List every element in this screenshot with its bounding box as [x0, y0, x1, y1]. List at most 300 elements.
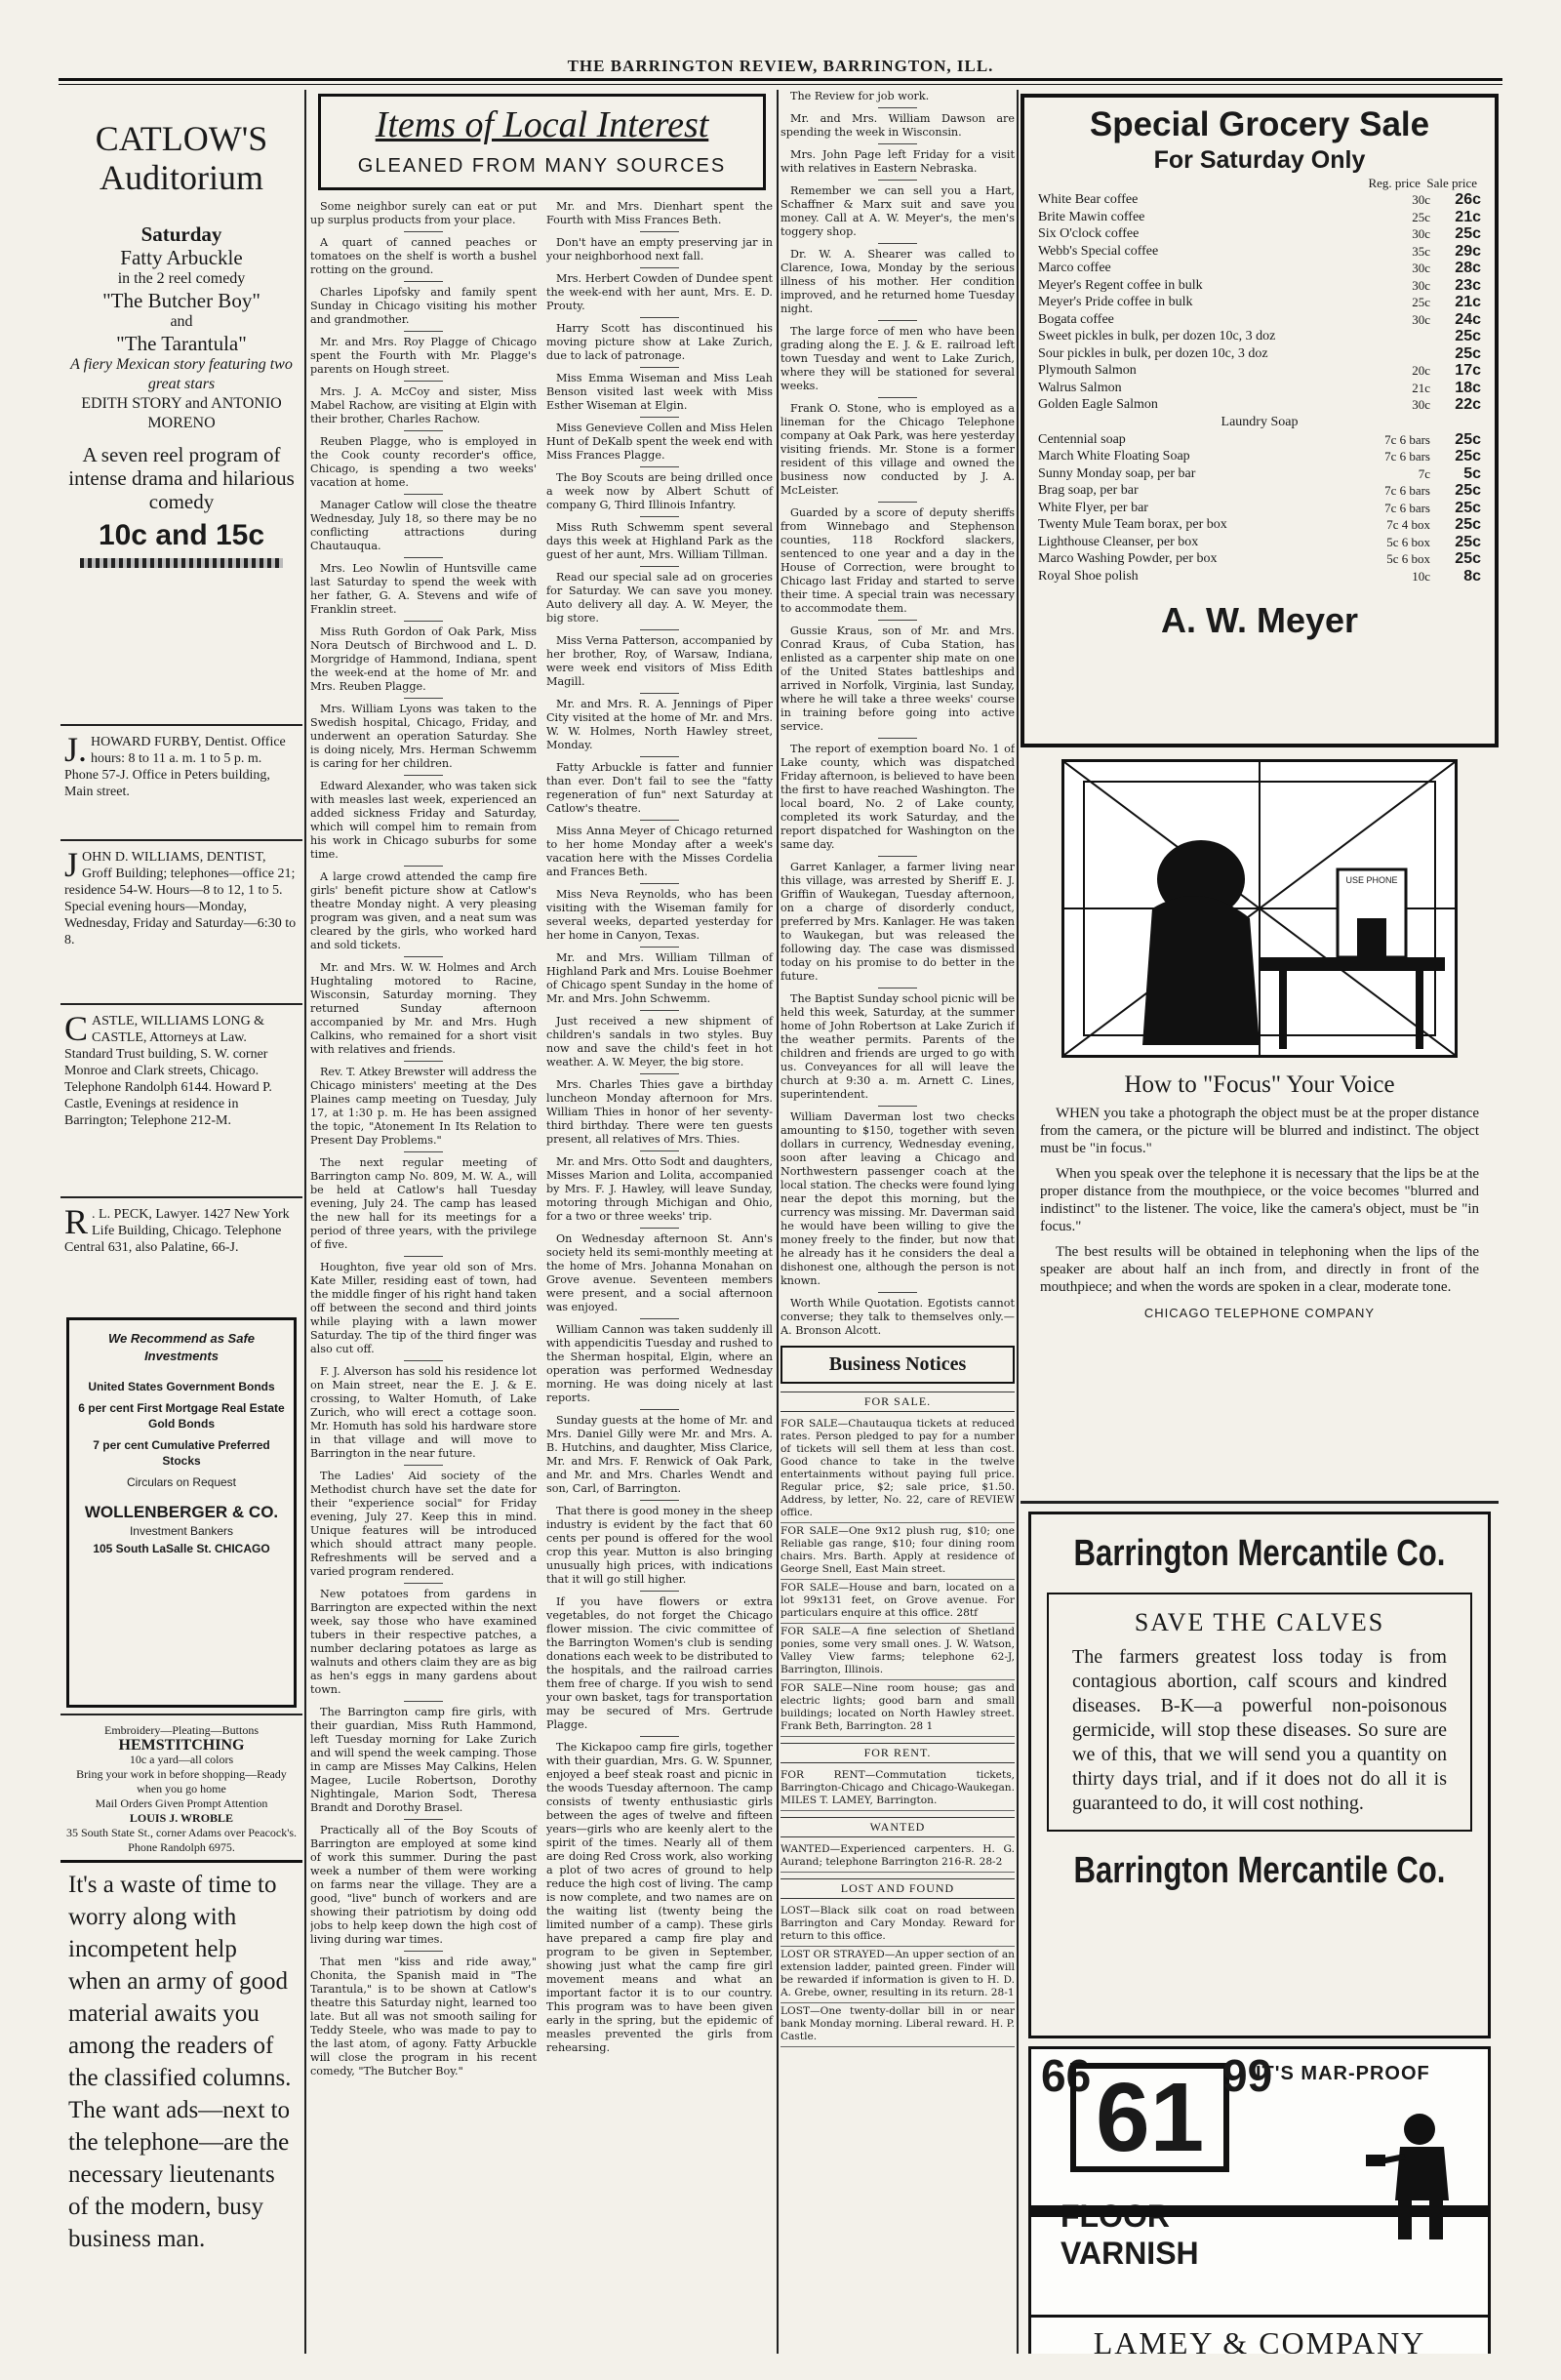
- news-item: Mrs. John Page left Friday for a visit with relatives in Eastern Nebraska.: [780, 148, 1015, 175]
- investments-head: We Recommend as Safe Investments: [107, 1331, 256, 1363]
- price-row: [1038, 362, 1481, 380]
- news-item: Mrs. Herbert Cowden of Dundee spent the week-end with her aunt, Mrs. E. D. Prouty.: [546, 272, 773, 312]
- mercantile-ad: [1028, 1512, 1491, 2038]
- hemstitch-title: HEMSTITCHING: [118, 1737, 245, 1754]
- price-row: [1038, 225, 1481, 243]
- item-separator: [404, 430, 443, 431]
- item-separator: [404, 281, 443, 282]
- drop-cap: J: [64, 845, 79, 884]
- focus-body: [1021, 1105, 1499, 1296]
- news-item: Mrs. Leo Nowlin of Huntsville came last Saturday to spend the week with her father, G. A. Stevens and wife of Franklin street.: [310, 562, 537, 616]
- investment-item: 7 per cent Cumulative Preferred Stocks: [93, 1438, 270, 1468]
- news-item: Mrs. J. A. McCoy and sister, Miss Mabel Rachow, are visiting at Elgin with their brother, Charles Rachow.: [310, 385, 537, 425]
- column-divider: [1017, 90, 1019, 2354]
- classified-ad: FOR SALE—Chautauqua tickets at reduced rates. Person pledged to pay for a number of tickets will sell them at less than cost. Good chance to take in the twelve entertainments without paying full price. Regular price, $2; sale price, $1.50. Address, by letter, No. 22, care of REVIEW office.: [780, 1416, 1015, 1523]
- focus-paragraph: WHEN you take a photograph the object must be at the proper distance from the camera, or the picture will be blurred and indistinct. The object must be "in focus.": [1040, 1106, 1479, 1156]
- price-row: [1038, 534, 1481, 551]
- price-row: [1038, 465, 1481, 483]
- mercantile-name: Barrington Mercantile Co.: [1073, 1533, 1446, 1574]
- price-bar: [80, 558, 283, 568]
- news-item: The Barrington camp fire girls, with their guardian, Miss Ruth Hammond, left Tuesday morning for Lake Zurich and will spend the week camping. Those in camp are Misses May Calkins, Helen Magee, Lucile Robertson, Dorothy Nightingale, Marion Sodt, Theresa Brandt and Dorothy Brasel.: [310, 1706, 537, 1814]
- price-reg: 30c: [1412, 311, 1430, 327]
- mercantile-head: SAVE THE CALVES: [1134, 1608, 1385, 1636]
- price-row: [1038, 294, 1481, 311]
- item-separator: [878, 320, 917, 321]
- mercantile-name: Barrington Mercantile Co.: [1073, 1850, 1446, 1891]
- news-item: Remember we can sell you a Hart, Schaffner & Marx suit and save you money. Call at A. W. Meyer's, the men's toggery shop.: [780, 184, 1015, 238]
- item-separator: [404, 1701, 443, 1702]
- price-reg: 10c: [1412, 568, 1430, 584]
- column-divider: [777, 90, 779, 2354]
- news-item: The Ladies' Aid society of the Methodist church have set the date for their "experience social" for Friday evening, July 27. Keep this in mind. Unique features will be introduced which should attract many people. Refreshments will be served and a varied program rendered.: [310, 1470, 537, 1578]
- item-separator: [640, 367, 679, 368]
- item-separator: [640, 466, 679, 467]
- news-item: Miss Verna Patterson, accompanied by her brother, Roy, of Warsaw, Indiana, were week end visitors of Miss Edith Magill.: [546, 634, 773, 688]
- mercantile-text: The farmers greatest loss today is from contagious abortion, calf scours and kindred diseases. B-K—a powerful non-poisonous germicide, will stop these diseases. So sure are we of this, that we will send you a quantity on thirty days trial, and if it does not do all it is guaranteed to do, it will cost nothing.: [1072, 1646, 1447, 1814]
- item-separator: [640, 516, 679, 517]
- news-item: The Baptist Sunday school picnic will be held this week, Saturday, at the summer home of John Robertson at Lake Zurich if the weather permits. Parents of the children and friends are urged to go with us. Conveyances for all will leave the church at 9:30 a. m. Arnett C. Lines, superintendent.: [780, 992, 1015, 1101]
- investments-firm-sub: Investment Bankers: [129, 1524, 234, 1538]
- news-items: [780, 90, 1015, 1338]
- price-row: [1038, 431, 1481, 449]
- classified-ad: FOR SALE—Nine room house; gas and electric lights; good barn and small buildings; located on North Hawley street. Frank Beth, Barrington. 28 1: [780, 1680, 1015, 1737]
- price-name: Bogata coffee: [1038, 311, 1114, 327]
- item-separator: [640, 1010, 679, 1011]
- classified-ad: FOR SALE—House and barn, located on a lot 99x131 feet, on Grove avenue. For particulars enquire at this office. 28tf: [780, 1580, 1015, 1624]
- price-name: Centennial soap: [1038, 431, 1126, 447]
- price-row: [1038, 209, 1481, 226]
- business-card: [60, 839, 302, 1003]
- focus-title: How to "Focus" Your Voice: [1124, 1071, 1395, 1098]
- business-card: [60, 724, 302, 839]
- news-item: Mr. and Mrs. Dienhart spent the Fourth with Miss Frances Beth.: [546, 200, 773, 226]
- item-separator: [640, 1073, 679, 1074]
- card-text: . L. PECK, Lawyer. 1427 New York Life Building, Chicago. Telephone Central 631, also Palatine, 66-J.: [64, 1207, 290, 1255]
- investment-item: United States Government Bonds: [88, 1380, 275, 1393]
- news-item: Dr. W. A. Shearer was called to Clarence, Iowa, Monday by the serious illness of his mother. Her condition improved, and he returned home Tuesday night.: [780, 248, 1015, 315]
- news-item: Mrs. William Lyons was taken to the Swedish hospital, Chicago, Friday, and underwent an operation Saturday. She is doing nicely, Mrs. Herman Schwemm is caring for her children.: [310, 703, 537, 770]
- price-reg: 30c: [1412, 397, 1430, 412]
- catlow-star: Fatty Arbuckle: [120, 246, 243, 269]
- news-item: That men "kiss and ride away," Chonita, the Spanish maid in "The Tarantula," is to be shown at Catlow's theatre this Saturday night, learned too late. But all was not smooth sailing for Teddy Steele, who was made to pay to the last atom, of agony. Fatty Arbuckle will close the program in his recent comedy, "The Butcher Boy.": [310, 1956, 537, 2077]
- woman-telephone-image: [1064, 762, 1455, 1055]
- investments-address: 105 South LaSalle St. CHICAGO: [93, 1542, 270, 1555]
- price-name: White Bear coffee: [1038, 192, 1139, 207]
- news-item: Mrs. Charles Thies gave a birthday luncheon Monday afternoon for Mrs. William Thies in honor of her seventy-third birthday. There were ten guests present, all relatives of Mrs. Thies.: [546, 1078, 773, 1146]
- top-rule-thin: [59, 84, 1502, 85]
- investment-item: Circulars on Request: [126, 1475, 237, 1489]
- item-separator: [640, 231, 679, 232]
- price-row: [1038, 516, 1481, 534]
- mercantile-body: [1047, 1593, 1472, 1832]
- quote-close: 99: [1222, 2050, 1273, 2101]
- catlow-title: CATLOW'S: [95, 119, 268, 158]
- want-ads-text: It's a waste of time to worry along with incompetent help when an army of good material awaits you among the readers of the classified columns.: [68, 1872, 292, 2091]
- investments-ad: [66, 1317, 297, 1708]
- classified-ad: FOR SALE—One 9x12 plush rug, $10; one Reliable gas range, $10; four dining room chairs. Mrs. Barth. Apply at residence of George Snell, East Main street.: [780, 1523, 1015, 1580]
- news-item: Mr. and Mrs. William Tillman of Highland Park and Mrs. Louise Boehmer of Chicago spent Sunday in the home of Mr. and Mrs. John Schwemm.: [546, 951, 773, 1005]
- price-sale: 28c: [1455, 260, 1481, 276]
- price-reg: 7c: [1418, 465, 1430, 481]
- local-title: Items of Local Interest: [375, 104, 709, 145]
- column-ads-left: [60, 90, 302, 2354]
- price-reg: 7c 6 bars: [1384, 500, 1430, 515]
- investment-item: 6 per cent First Mortgage Real Estate Gold Bonds: [78, 1401, 285, 1431]
- price-sale: 25c: [1455, 516, 1481, 533]
- news-item: If you have flowers or extra vegetables, do not forget the Chicago flower mission. The civic committee of the Barrington Women's club is sending donations each week to be distributed to the hospitals, and the railroad carries them free of charge. If you wish to send your own basket, tags for transportation may be secured of Mrs. Gertrude Plagge.: [546, 1595, 774, 1731]
- price-row: [1038, 328, 1481, 345]
- news-item: The Boy Scouts are being drilled once a week now by Albert Schutt of company G, Third Illinois Infantry.: [546, 471, 773, 511]
- investments-firm: WOLLENBERGER & CO.: [84, 1503, 279, 1521]
- grocery-subtitle: For Saturday Only: [1153, 146, 1366, 174]
- man-hammer-icon: [1361, 2108, 1468, 2244]
- item-separator: [404, 1061, 443, 1062]
- price-reg: 30c: [1412, 192, 1430, 207]
- news-item: Read our special sale ad on groceries for Saturday. We can save you money. Auto delivery all day. A. W. Meyer, the big store.: [546, 571, 773, 625]
- telephone-ad: [1021, 759, 1499, 1504]
- business-card: [60, 1196, 302, 1311]
- item-separator: [404, 775, 443, 776]
- price-name: Sweet pickles in bulk, per dozen 10c, 3 doz: [1038, 329, 1276, 343]
- item-separator: [640, 1228, 679, 1229]
- price-name: Royal Shoe polish: [1038, 568, 1139, 584]
- for-sale-list: [780, 1416, 1015, 1737]
- classified-head: WANTED: [780, 1817, 1015, 1837]
- column-local-news: [310, 90, 774, 2354]
- lost-found-list: [780, 1903, 1015, 2047]
- for-rent-list: [780, 1767, 1015, 1811]
- item-separator: [404, 698, 443, 699]
- classified-ad: FOR SALE—A fine selection of Shetland ponies, some very small ones. J. W. Watson, Valley View farms; telephone 62-J, Barrington, Illinois.: [780, 1624, 1015, 1680]
- news-item: Miss Ruth Schwemm spent several days this week at Highland Park as the guest of her aunt, Mrs. William Tillman.: [546, 521, 773, 561]
- price-name: Sour pickles in bulk, per dozen 10c, 3 doz: [1038, 345, 1268, 361]
- varnish-word: VARNISH: [1061, 2236, 1199, 2271]
- card-text: HOWARD FURBY, Dentist. Office hours: 8 to 11 a. m. 1 to 5 p. m. Phone 57-J. Office in Peters building, Main street.: [64, 735, 286, 799]
- drop-cap: C: [64, 1009, 89, 1048]
- price-name: Golden Eagle Salmon: [1038, 397, 1158, 412]
- catlow-line: in the 2 reel comedy: [117, 270, 246, 287]
- price-sale: 25c: [1455, 328, 1481, 344]
- price-name: Brite Mawin coffee: [1038, 209, 1145, 224]
- news-item: Fatty Arbuckle is fatter and funnier than ever. Don't fail to see the "fatty regeneration of fun" next Saturday at Catlow's theatre.: [546, 761, 773, 815]
- varnish-number: 61: [1070, 2063, 1229, 2172]
- column-ads-right: [1021, 90, 1499, 2354]
- price-name: Meyer's Pride coffee in bulk: [1038, 295, 1193, 309]
- price-reg: [1372, 328, 1430, 345]
- news-item: Mr. and Mrs. W. W. Holmes and Arch Hughtaling motored to Racine, Wisconsin, Saturday morning. They returned Sunday afternoon accompanied by Mr. and Mrs. Hugh Calkins, who remained for a short visit with relatives and friends.: [310, 961, 537, 1056]
- item-separator: [404, 1151, 443, 1152]
- item-separator: [640, 1150, 679, 1151]
- price-row: [1038, 550, 1481, 568]
- item-separator: [640, 1500, 679, 1501]
- item-separator: [640, 1591, 679, 1592]
- news-item: Miss Anna Meyer of Chicago returned to her home Monday after a week's vacation here with the Misses Cordelia and Frances Beth.: [546, 825, 773, 878]
- local-news-left: [310, 200, 537, 2082]
- classified-ad: FOR RENT—Commutation tickets, Barrington-Chicago and Chicago-Waukegan. MILES T. LAMEY, Barrington.: [780, 1767, 1015, 1811]
- price-name: Webb's Special coffee: [1038, 243, 1159, 259]
- catlow-line: A fiery Mexican story featuring two great stars: [70, 356, 293, 392]
- price-name: Twenty Mule Team borax, per box: [1038, 517, 1227, 532]
- item-separator: [878, 620, 917, 621]
- illustration-sign: USE PHONE: [1345, 875, 1398, 885]
- catlow-price: 10c and 15c: [98, 519, 265, 551]
- hemstitch-line: 10c a yard—all colors: [129, 1753, 234, 1766]
- price-sale: 24c: [1455, 310, 1481, 328]
- catlow-stars: EDITH STORY and ANTONIO MORENO: [81, 395, 282, 431]
- item-separator: [404, 231, 443, 232]
- classified-ad: LOST OR STRAYED—An upper section of an extension ladder, painted green. Finder will be rewarded if information is given to H. D. A. Grebe, owner, resulting in its return. 28-1: [780, 1947, 1015, 2003]
- catlow-subtitle: Auditorium: [100, 158, 263, 197]
- local-header: [318, 94, 766, 190]
- price-reg: 5c 6 box: [1386, 534, 1430, 549]
- item-separator: [878, 1106, 917, 1107]
- price-sale: 25c: [1455, 550, 1481, 567]
- price-sale: 26c: [1455, 191, 1481, 208]
- price-name: Marco Washing Powder, per box: [1038, 551, 1218, 566]
- item-separator: [404, 494, 443, 495]
- price-sale: 18c: [1455, 379, 1481, 396]
- news-item: Miss Neva Reynolds, who has been visiting with the Wiseman family for several weeks, departed yesterday for her home in Canyon, Texas.: [546, 888, 773, 942]
- local-news-columns: [310, 200, 774, 2082]
- price-sale: 21c: [1455, 208, 1481, 225]
- news-item: Sunday guests at the home of Mr. and Mrs. Daniel Gilly were Mr. and Mrs. A. B. Hutchins, and daughter, Miss Clarice, Mr. and Mrs. F. Renwick of Oak Park, and Mr. and Mrs. Charles Wendt and son, Carl, of Barrington.: [546, 1414, 773, 1495]
- price-sale: 25c: [1455, 225, 1481, 242]
- hemstitch-address: 35 South State St., corner Adams over Peacock's. Phone Randolph 6975.: [65, 1826, 298, 1854]
- item-separator: [640, 629, 679, 630]
- news-item: Worth While Quotation. Egotists cannot converse; they talk to themselves only.—A. Bronson Alcott.: [780, 1297, 1015, 1337]
- price-sale: 29c: [1455, 242, 1481, 260]
- classified-ad: WANTED—Experienced carpenters. H. G. Aurand; telephone Barrington 216-R. 28-2: [780, 1841, 1015, 1873]
- column-notices: [780, 90, 1015, 2354]
- hemstitch-line: Embroidery—Pleating—Buttons: [104, 1723, 259, 1737]
- item-separator: [404, 331, 443, 332]
- item-separator: [878, 738, 917, 739]
- price-name: Walrus Salmon: [1038, 380, 1122, 395]
- news-item: New potatoes from gardens in Barrington are expected within the next week, say those who have examined tubers in their respective patches, a number declaring potatoes as large as walnuts and others claim they are as big as hen's eggs in many gardens about town.: [310, 1588, 537, 1696]
- price-sale: 5c: [1463, 464, 1481, 482]
- item-separator: [404, 557, 443, 558]
- news-item: The Kickapoo camp fire girls, together with their guardian, Mrs. G. W. Spunner, enjoyed a beef steak roast and picnic in the woods Tuesday afternoon. The camp consists of twenty enthusiastic girls between the ages of twelve and fifteen years—girls who are keenly alert to the spirit of the times. Nearly all of them are doing Red Cross work, also working a plot of two acres of ground to help reduce the high cost of living. The camp is now complete, and two names are on the waiting list (twenty being the limited number of a camp). These girls have prepared a camp fire play and program to be given in September, showing just what the camp fire girl movement means and what an important factor it is to our country. This program was to have been given early in the spring, but the epidemic of measles prevented the girls from rehearsing.: [546, 1741, 773, 2054]
- news-item: Some neighbor surely can eat or put up surplus products from your place.: [310, 200, 537, 226]
- news-item: Garret Kanlager, a farmer living near this village, was arrested by Sheriff E. J. Griffin of Waukegan, Tuesday afternoon, on a charge of disorderly conduct, preferred by Mrs. Kanlager. He was taken to Waukegan, but was released the following day. The case was dismissed today on his promise to do better in the future.: [780, 861, 1015, 983]
- catlow-film: "The Tarantula": [116, 332, 247, 355]
- sale-price-head: Sale price: [1426, 176, 1477, 190]
- item-separator: [640, 267, 679, 268]
- local-subtitle: GLEANED FROM MANY SOURCES: [357, 155, 727, 177]
- price-reg: [1372, 345, 1430, 363]
- item-separator: [640, 820, 679, 821]
- item-separator: [640, 566, 679, 567]
- item-separator: [878, 856, 917, 857]
- store-name: A. W. Meyer: [1160, 600, 1359, 640]
- news-item: William Cannon was taken suddenly ill with appendicitis Tuesday and rushed to the Sherman hospital, Elgin, where an operation was performed Wednesday morning. He was doing nicely at last reports.: [546, 1323, 773, 1404]
- price-reg: 7c 6 bars: [1384, 431, 1430, 447]
- price-reg: 21c: [1412, 380, 1430, 395]
- price-reg: 25c: [1412, 295, 1430, 309]
- price-name: Marco coffee: [1038, 261, 1111, 275]
- catlow-film: "The Butcher Boy": [102, 289, 260, 312]
- item-separator: [640, 1736, 679, 1737]
- item-separator: [404, 381, 443, 382]
- varnish-slogan: IT'S MAR-PROOF: [1256, 2063, 1430, 2084]
- item-separator: [404, 621, 443, 622]
- floor-board: [1031, 2205, 1488, 2217]
- classified-head: LOST AND FOUND: [780, 1878, 1015, 1899]
- grocery-sale-ad: [1021, 94, 1499, 747]
- price-row: [1038, 243, 1481, 261]
- price-name: Plymouth Salmon: [1038, 363, 1137, 378]
- news-item: Charles Lipofsky and family spent Sunday in Chicago visiting his mother and grandmother.: [310, 286, 537, 326]
- focus-paragraph: When you speak over the telephone it is necessary that the lips be at the proper distance from the mouthpiece, or the voice becomes "blurred and indistinct" to the listener. The voice, like the camera's object, must be "in focus.": [1040, 1166, 1479, 1234]
- item-separator: [878, 397, 917, 398]
- item-separator: [640, 883, 679, 884]
- price-name: Brag soap, per bar: [1038, 483, 1139, 498]
- telephone-company: CHICAGO TELEPHONE COMPANY: [1143, 1306, 1376, 1320]
- catlow-tagline: A seven reel program of intense drama and hilarious comedy: [68, 443, 295, 513]
- business-card: [60, 1003, 302, 1196]
- item-separator: [640, 1409, 679, 1410]
- price-reg: 7c 6 bars: [1384, 449, 1430, 464]
- catlow-and: and: [170, 313, 193, 330]
- price-reg: 30c: [1412, 277, 1430, 293]
- item-separator: [404, 1583, 443, 1584]
- news-item: The Review for job work.: [790, 90, 930, 102]
- hemstitching-ad: [60, 1714, 302, 1860]
- price-sale: 17c: [1455, 362, 1481, 379]
- news-item: Guarded by a score of deputy sheriffs from Winnebago and Stephenson counties, 118 Rockford slackers, sentenced to one year and a day in the House of Correction, were brought to Chicago last Friday and started to serve their time. A special train was necessary to accommodate them.: [780, 506, 1015, 615]
- item-separator: [404, 956, 443, 957]
- hemstitch-line: Mail Orders Given Prompt Attention: [95, 1796, 268, 1810]
- news-item: Just received a new shipment of children's sandals in two styles. Buy now and save the child's feet in hot weather. A. W. Meyer, the big store.: [546, 1015, 773, 1069]
- news-item: William Daverman lost two checks amounting to $150, together with seven dollars in currency, Wednesday evening, soon after leaving a Chicago and Northwestern passenger coach at the local station. The checks were found lying near the depot this morning, but the currency was missing. Mr. Daverman said he would have been willing to give the money freely to the finder, but now that he already has it he considers the deal a dishonest one, although the person is not known.: [780, 1110, 1015, 1287]
- price-sale: 25c: [1455, 499, 1481, 516]
- quote-open: 66: [1041, 2050, 1092, 2101]
- item-separator: [878, 243, 917, 244]
- soap-table: [1038, 431, 1481, 585]
- item-separator: [878, 1292, 917, 1293]
- item-separator: [878, 107, 917, 108]
- price-name: Sunny Monday soap, per bar: [1038, 465, 1196, 481]
- news-item: The report of exemption board No. 1 of Lake county, which was dispatched Friday afternoon, is believed to have been the first to have reached Washington. The local board, No. 2 of Lake county, completed its work Saturday, and the report dispatched for Washington on the same day.: [780, 743, 1015, 851]
- news-item: A large crowd attended the camp fire girls' benefit picture show at Catlow's theatre Monday night. A very pleasing program was given, and a neat sum was cleared by the girls, who worked hard and sold tickets.: [310, 870, 537, 951]
- focus-paragraph: The best results will be obtained in telephoning when the lips of the speaker are about half an inch from, and directly in front of the mouthpiece; and when the words are spoken in a clear, moderate tone.: [1040, 1244, 1479, 1295]
- wanted-list: [780, 1841, 1015, 1873]
- item-separator: [640, 947, 679, 948]
- price-row: [1038, 482, 1481, 500]
- item-separator: [640, 693, 679, 694]
- news-item: Miss Ruth Gordon of Oak Park, Miss Nora Deutsch of Birchwood and L. D. Morgridge of Hammond, Indiana, spent the week-end at the home of Mr. and Mrs. Reuben Plagge.: [310, 625, 537, 693]
- classified-head: FOR SALE.: [780, 1392, 1015, 1412]
- item-separator: [404, 1465, 443, 1466]
- news-item: On Wednesday afternoon St. Ann's society held its semi-monthly meeting at the home of Mrs. Johanna Monahan on Grove avenue. Seventeen members were present, and a social afternoon was enjoyed.: [546, 1232, 773, 1313]
- news-item: Houghton, five year old son of Mrs. Kate Miller, residing east of town, had the middle finger of his right hand taken off between the second and third joints while playing with a lawn mower Saturday. The tip of the third finger was also cut off.: [310, 1261, 537, 1355]
- news-item: Mr. and Mrs. R. A. Jennings of Piper City visited at the home of Mr. and Mrs. W. W. Holmes, North Hawley street, Monday.: [546, 698, 773, 751]
- classified-head: FOR RENT.: [780, 1743, 1015, 1763]
- grocery-column-heads: [1038, 176, 1481, 191]
- price-name: March White Floating Soap: [1038, 449, 1190, 464]
- item-separator: [404, 1951, 443, 1952]
- price-name: Lighthouse Cleanser, per box: [1038, 534, 1199, 549]
- price-row: [1038, 568, 1481, 585]
- news-item: The large force of men who have been grading along the E. J. & E. railroad left town Tuesday and went to Lake Zurich, where they will be stationed for several weeks.: [780, 325, 1015, 392]
- price-row: [1038, 448, 1481, 465]
- price-sale: 25c: [1455, 533, 1481, 550]
- price-reg: 35c: [1412, 243, 1430, 259]
- item-separator: [404, 1256, 443, 1257]
- catlow-ad: [60, 119, 302, 724]
- news-item: Frank O. Stone, who is employed as a lineman for the Chicago Telephone company at Oak Park, was here yesterday visiting friends. Mr. Stone is a former resident of this village and owned the business now conducted by J. A. McLeister.: [780, 402, 1015, 497]
- card-text: ASTLE, WILLIAMS LONG & CASTLE, Attorneys at Law. Standard Trust building, S. W. corner Monroe and Clark streets, Chicago. Telephone Randolph 6144. Howard P. Castle, Evenings at residence in Barrington; Telephone 212-M.: [64, 1014, 272, 1128]
- item-separator: [640, 317, 679, 318]
- news-item: Mr. and Mrs. William Dawson are spending the week in Wisconsin.: [780, 112, 1015, 139]
- varnish-ad: [1028, 2046, 1491, 2354]
- reg-price-head: Reg. price: [1368, 176, 1421, 190]
- hemstitch-line: Bring your work in before shopping—Ready when you go home: [76, 1767, 287, 1795]
- price-reg: 7c 4 box: [1386, 517, 1430, 532]
- news-item: Edward Alexander, who was taken sick with measles last week, experienced an added sickness Friday and Saturday, which will compel him to remain from his work in Chicago suburbs for some time.: [310, 780, 537, 861]
- price-reg: 20c: [1412, 363, 1430, 378]
- price-sale: 22c: [1455, 396, 1481, 413]
- price-sale: 25c: [1455, 448, 1481, 464]
- price-sale: 25c: [1455, 344, 1481, 362]
- price-sale: 23c: [1455, 276, 1481, 294]
- news-item: That there is good money in the sheep industry is evident by the fact that 60 cents per pound is offered for the wool crop this year. Mutton is also bringing unusually high prices, with indications that it will go still higher.: [546, 1505, 773, 1586]
- item-separator: [404, 1360, 443, 1361]
- price-reg: 30c: [1412, 261, 1430, 275]
- price-name: White Flyer, per bar: [1038, 500, 1148, 515]
- news-item: Mr. and Mrs. Otto Sodt and daughters, Misses Marion and Lolita, accompanied by Mrs. F. J. Hawley, will leave Sunday, motoring through Michigan and Ohio, for a two or three weeks' trip.: [546, 1155, 773, 1223]
- price-name: Meyer's Regent coffee in bulk: [1038, 277, 1203, 293]
- price-sale: 21c: [1455, 294, 1481, 310]
- classified-ad: LOST—One twenty-dollar bill in or near bank Monday morning. Liberal reward. H. P. Castle.: [780, 2003, 1015, 2047]
- want-ads-promo: [60, 1860, 302, 2261]
- news-item: The next regular meeting of Barrington camp No. 809, M. W. A., will be held at Catlow's hall Tuesday evening, July 24. The camp has leased the new hall for its meetings for a period of three years, with the privilege of five.: [310, 1156, 537, 1251]
- price-row: [1038, 396, 1481, 414]
- item-separator: [878, 143, 917, 144]
- news-item: Gussie Kraus, son of Mr. and Mrs. Conrad Kraus, of Cuba Station, has enlisted as a carpenter ship mate on one of the United States battleships and arrived in Norfolk, Virginia, last Sunday, where he will take a three weeks' course in training before going into active service.: [780, 625, 1015, 733]
- varnish-company: LAMEY & COMPANY: [1031, 2315, 1488, 2354]
- want-ads-text: The want ads—next to the telephone—are the necessary lieutenants of the modern, busy business man.: [68, 2097, 291, 2252]
- price-name: Six O'clock coffee: [1038, 226, 1140, 241]
- telephone-illustration: [1061, 759, 1458, 1058]
- price-sale: 25c: [1455, 482, 1481, 499]
- news-item: Rev. T. Atkey Brewster will address the Chicago ministers' meeting at the Des Plaines camp meeting on Tuesday, July 17, at 1:30 p. m. He has been assigned the topic, "Atonement In Its Relation to Present Day Problems.": [310, 1066, 537, 1147]
- price-reg: 30c: [1412, 226, 1430, 241]
- price-sale: 25c: [1455, 430, 1481, 448]
- item-separator: [404, 866, 443, 867]
- price-row: [1038, 191, 1481, 209]
- business-notices-head: Business Notices: [780, 1346, 1015, 1384]
- news-item: Reuben Plagge, who is employed in the Cook county recorder's office, Chicago, is spending a two weeks' vacation at home.: [310, 435, 537, 489]
- item-separator: [640, 417, 679, 418]
- price-sale: 8c: [1463, 567, 1481, 585]
- news-item: Mr. and Mrs. Roy Plagge of Chicago spent the Fourth with Mr. Plagge's parents on Hough street.: [310, 336, 537, 376]
- news-item: A quart of canned peaches or tomatoes on the shelf is worth a bushel rotting on the ground.: [310, 236, 537, 276]
- news-item: Miss Emma Wiseman and Miss Leah Benson visited last week with Miss Esther Wiseman at Elgin.: [546, 372, 773, 412]
- item-separator: [878, 180, 917, 181]
- top-rule: [59, 78, 1502, 81]
- price-row: [1038, 500, 1481, 517]
- classified-ad: LOST—Black silk coat on road between Barrington and Cary Monday. Reward for return to this office.: [780, 1903, 1015, 1947]
- drop-cap: R: [64, 1202, 89, 1241]
- news-item: Manager Catlow will close the theatre Wednesday, July 18, so there may be no conflicting attractions during Chautauqua.: [310, 499, 537, 552]
- masthead: THE BARRINGTON REVIEW, BARRINGTON, ILL.: [567, 57, 994, 75]
- news-item: Don't have an empty preserving jar in your neighborhood next fall.: [546, 236, 773, 262]
- news-item: Practically all of the Boy Scouts of Barrington are employed at some kind of work this summer. During the past week a number of them were working on farms near the village. They are a good, "live" bunch of workers and are showing their patriotism by doing odd jobs to help keep down the high cost of living during war times.: [310, 1824, 537, 1946]
- price-row: [1038, 345, 1481, 363]
- column-divider: [304, 90, 306, 2354]
- drop-cap: J.: [64, 730, 88, 769]
